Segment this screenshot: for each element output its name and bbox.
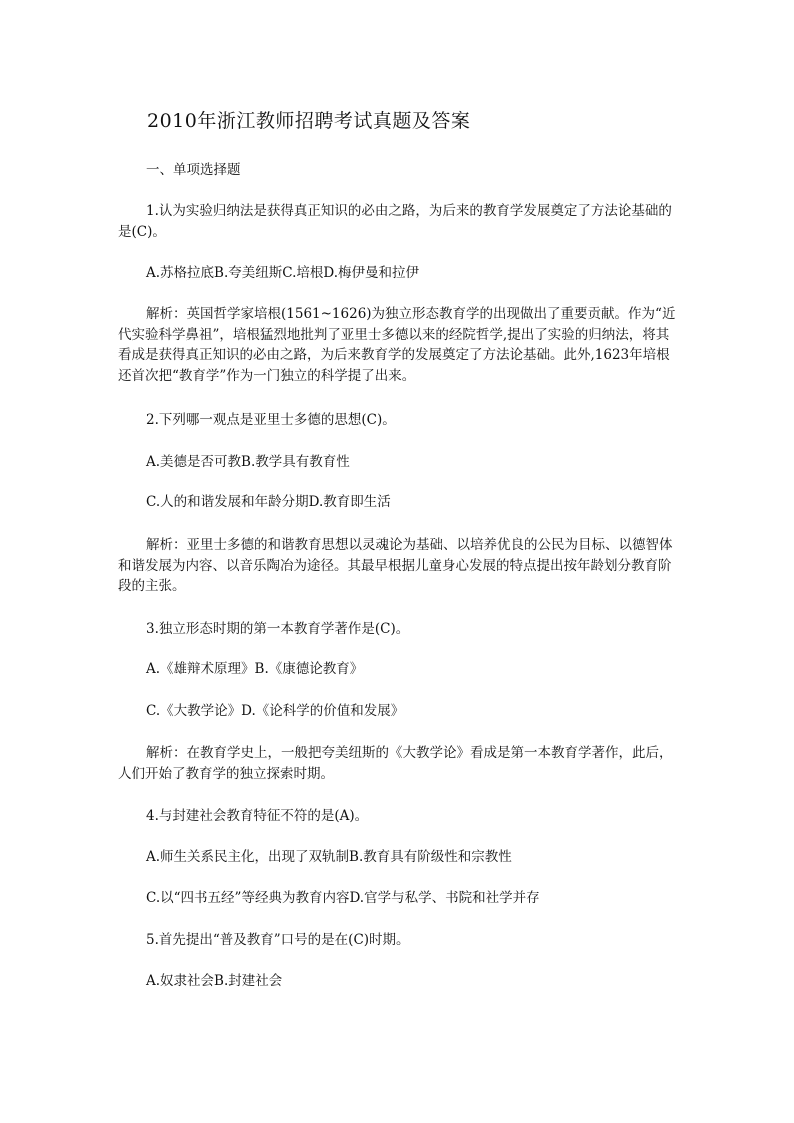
q3-options-cd: C.《大教学论》D.《论科学的价值和发展》 (146, 703, 405, 719)
q1-question: 1.认为实验归纳法是获得真正知识的必由之路，为后来的教育学发展奠定了方法论基础的是(C)。 (118, 203, 672, 240)
q2-analysis: 解析：亚里士多德的和谐教育思想以灵魂论为基础、以培养优良的公民为目标、以德智体和谐发展为内容、以音乐陶冶为途径。其最早根据儿童身心发展的特点提出按年龄划分教育阶段的主张。 (118, 537, 673, 594)
q2-options-ab: A.美德是否可教B.教学具有教育性 (146, 454, 350, 470)
q4-question: 4.与封建社会教育特征不符的是(A)。 (146, 808, 369, 824)
q4-options-ab: A.师生关系民主化，出现了双轨制B.教育具有阶级性和宗教性 (146, 849, 512, 865)
q2-options-cd: C.人的和谐发展和年龄分期D.教育即生活 (146, 494, 391, 510)
q5-options-ab: A.奴隶社会B.封建社会 (146, 973, 283, 989)
document-title: 2010年浙江教师招聘考试真题及答案 (147, 110, 471, 132)
q3-analysis: 解析：在教育学史上，一般把夸美纽斯的《大教学论》看成是第一本教育学著作，此后，人们开始了教育学的独立探索时期。 (118, 745, 673, 782)
q3-question: 3.独立形态时期的第一本教育学著作是(C)。 (146, 621, 410, 637)
q4-options-cd: C.以“四书五经”等经典为教育内容D.官学与私学、书院和社学并存 (146, 890, 540, 906)
q1-options: A.苏格拉底B.夸美纽斯C.培根D.梅伊曼和拉伊 (146, 265, 420, 281)
q2-question: 2.下列哪一观点是亚里士多德的思想(C)。 (146, 412, 396, 428)
q3-options-ab: A.《雄辩术原理》B.《康德论教育》 (146, 661, 364, 677)
section-heading: 一、单项选择题 (146, 162, 241, 178)
q5-question: 5.首先提出“普及教育”口号的是在(C)时期。 (146, 932, 410, 948)
q1-analysis: 解析：英国哲学家培根(1561~1626)为独立形态教育学的出现做出了重要贡献。作为“近代实验科学鼻祖”，培根猛烈地批判了亚里士多德以来的经院哲学,提出了实验的归纳法，将其看成是获得真正知识的必由之路，为后来教育学的发展奠定了方法论基础。此外,1623年培根还首次把“教育学”作为一门独立的科学提了出来。 (118, 306, 676, 384)
